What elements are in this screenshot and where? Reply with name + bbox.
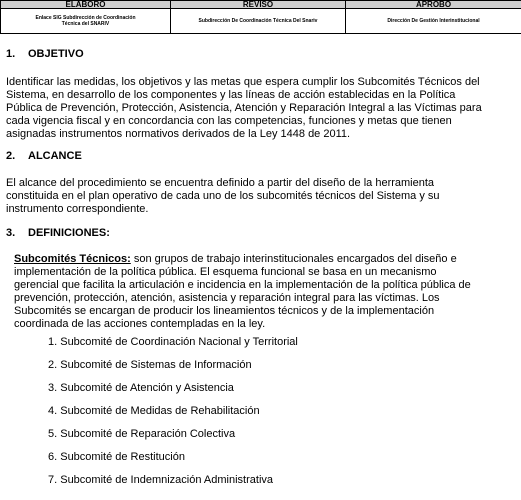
list-item: 5. Subcomité de Reparación Colectiva [48, 428, 236, 440]
definiciones-paragraph [14, 253, 484, 331]
section-heading-objetivo [6, 48, 84, 60]
section-heading-alcance [6, 150, 82, 162]
elaboro-line: Enlace SIG Subdirección de Coordinación [35, 15, 136, 21]
list-item: 1. Subcomité de Coordinación Nacional y Territorial [48, 336, 298, 348]
header-aprobo: APROBO [346, 1, 521, 9]
list-item: 2. Subcomité de Sistemas de Información [48, 359, 252, 371]
objetivo-paragraph [6, 76, 484, 141]
approval-header-row [1, 1, 521, 9]
section-heading-definiciones [6, 227, 110, 239]
reviso-line: Subdirección De Coordinación Técnica Del Snariv [198, 18, 318, 24]
paragraph-line: Sistema, en desarrollo de los componentes y las líneas de acción establecidas en la Política [6, 89, 456, 101]
paragraph-line: coordinada de las acciones contempladas en la ley. [14, 318, 266, 330]
paragraph-first-line [14, 253, 484, 266]
section-title: OBJETIVO [28, 48, 84, 60]
definition-term: Subcomités Técnicos: [14, 253, 131, 265]
header-elaboro: ELABORÓ [1, 1, 171, 9]
section-title: ALCANCE [28, 150, 82, 162]
paragraph-line: gerencial que facilita la articulación e incidencia en la implementación de la política pública de [14, 279, 471, 291]
paragraph-line: Pública de Prevención, Protección, Asistencia, Atención y Reparación Integral a las Víctimas para [6, 102, 482, 114]
section-number: 3. [6, 227, 16, 239]
definition-text: son grupos de trabajo interinstitucionales encargados del diseño e [130, 253, 457, 265]
list-item: 3. Subcomité de Atención y Asistencia [48, 382, 234, 394]
elaboro-line: Técnica del SNARIV [61, 21, 110, 27]
section-number: 1. [6, 48, 16, 60]
list-item: 6. Subcomité de Restitución [48, 451, 185, 463]
subcomites-list [48, 336, 298, 497]
paragraph-line: Subcomités se encargan de producir los lineamientos técnicos y de la implementación [14, 305, 435, 317]
aprobo-line: Dirección De Gestión Interinstitucional [387, 18, 480, 24]
paragraph-line: cada vigencia fiscal y en concordancia con las competencias, funciones y metas que tienen [6, 115, 452, 127]
paragraph-line: El alcance del procedimiento se encuentra definido a partir del diseño de la herramienta [6, 177, 435, 189]
reviso-cell [171, 9, 346, 34]
paragraph-line: Identificar las medidas, los objetivos y las metas que espera cumplir los Subcomités Técnicos del [6, 76, 480, 88]
approval-table [0, 0, 521, 34]
paragraph-line: prevención, protección, atención, asistencia y reparación integral para las víctimas. Los [14, 292, 440, 304]
section-title: DEFINICIONES: [28, 227, 110, 239]
list-item: 4. Subcomité de Medidas de Rehabilitación [48, 405, 260, 417]
header-reviso: REVISÓ [171, 1, 346, 9]
aprobo-cell [346, 9, 521, 34]
paragraph-line: implementación de la política pública. El esquema funcional se basa en un mecanismo [14, 266, 437, 278]
alcance-paragraph [6, 177, 484, 216]
approval-value-row [1, 9, 521, 34]
paragraph-line: asignadas instrumentos normativos derivados de la Ley 1448 de 2011. [6, 128, 351, 140]
elaboro-cell [1, 9, 171, 34]
paragraph-line: instrumento correspondiente. [6, 203, 149, 215]
list-item: 7. Subcomité de Indemnización Administrativa [48, 474, 274, 486]
section-number: 2. [6, 150, 16, 162]
paragraph-line: constituida en el plan operativo de cada uno de los subcomités técnicos del Sistema y su [6, 190, 440, 202]
